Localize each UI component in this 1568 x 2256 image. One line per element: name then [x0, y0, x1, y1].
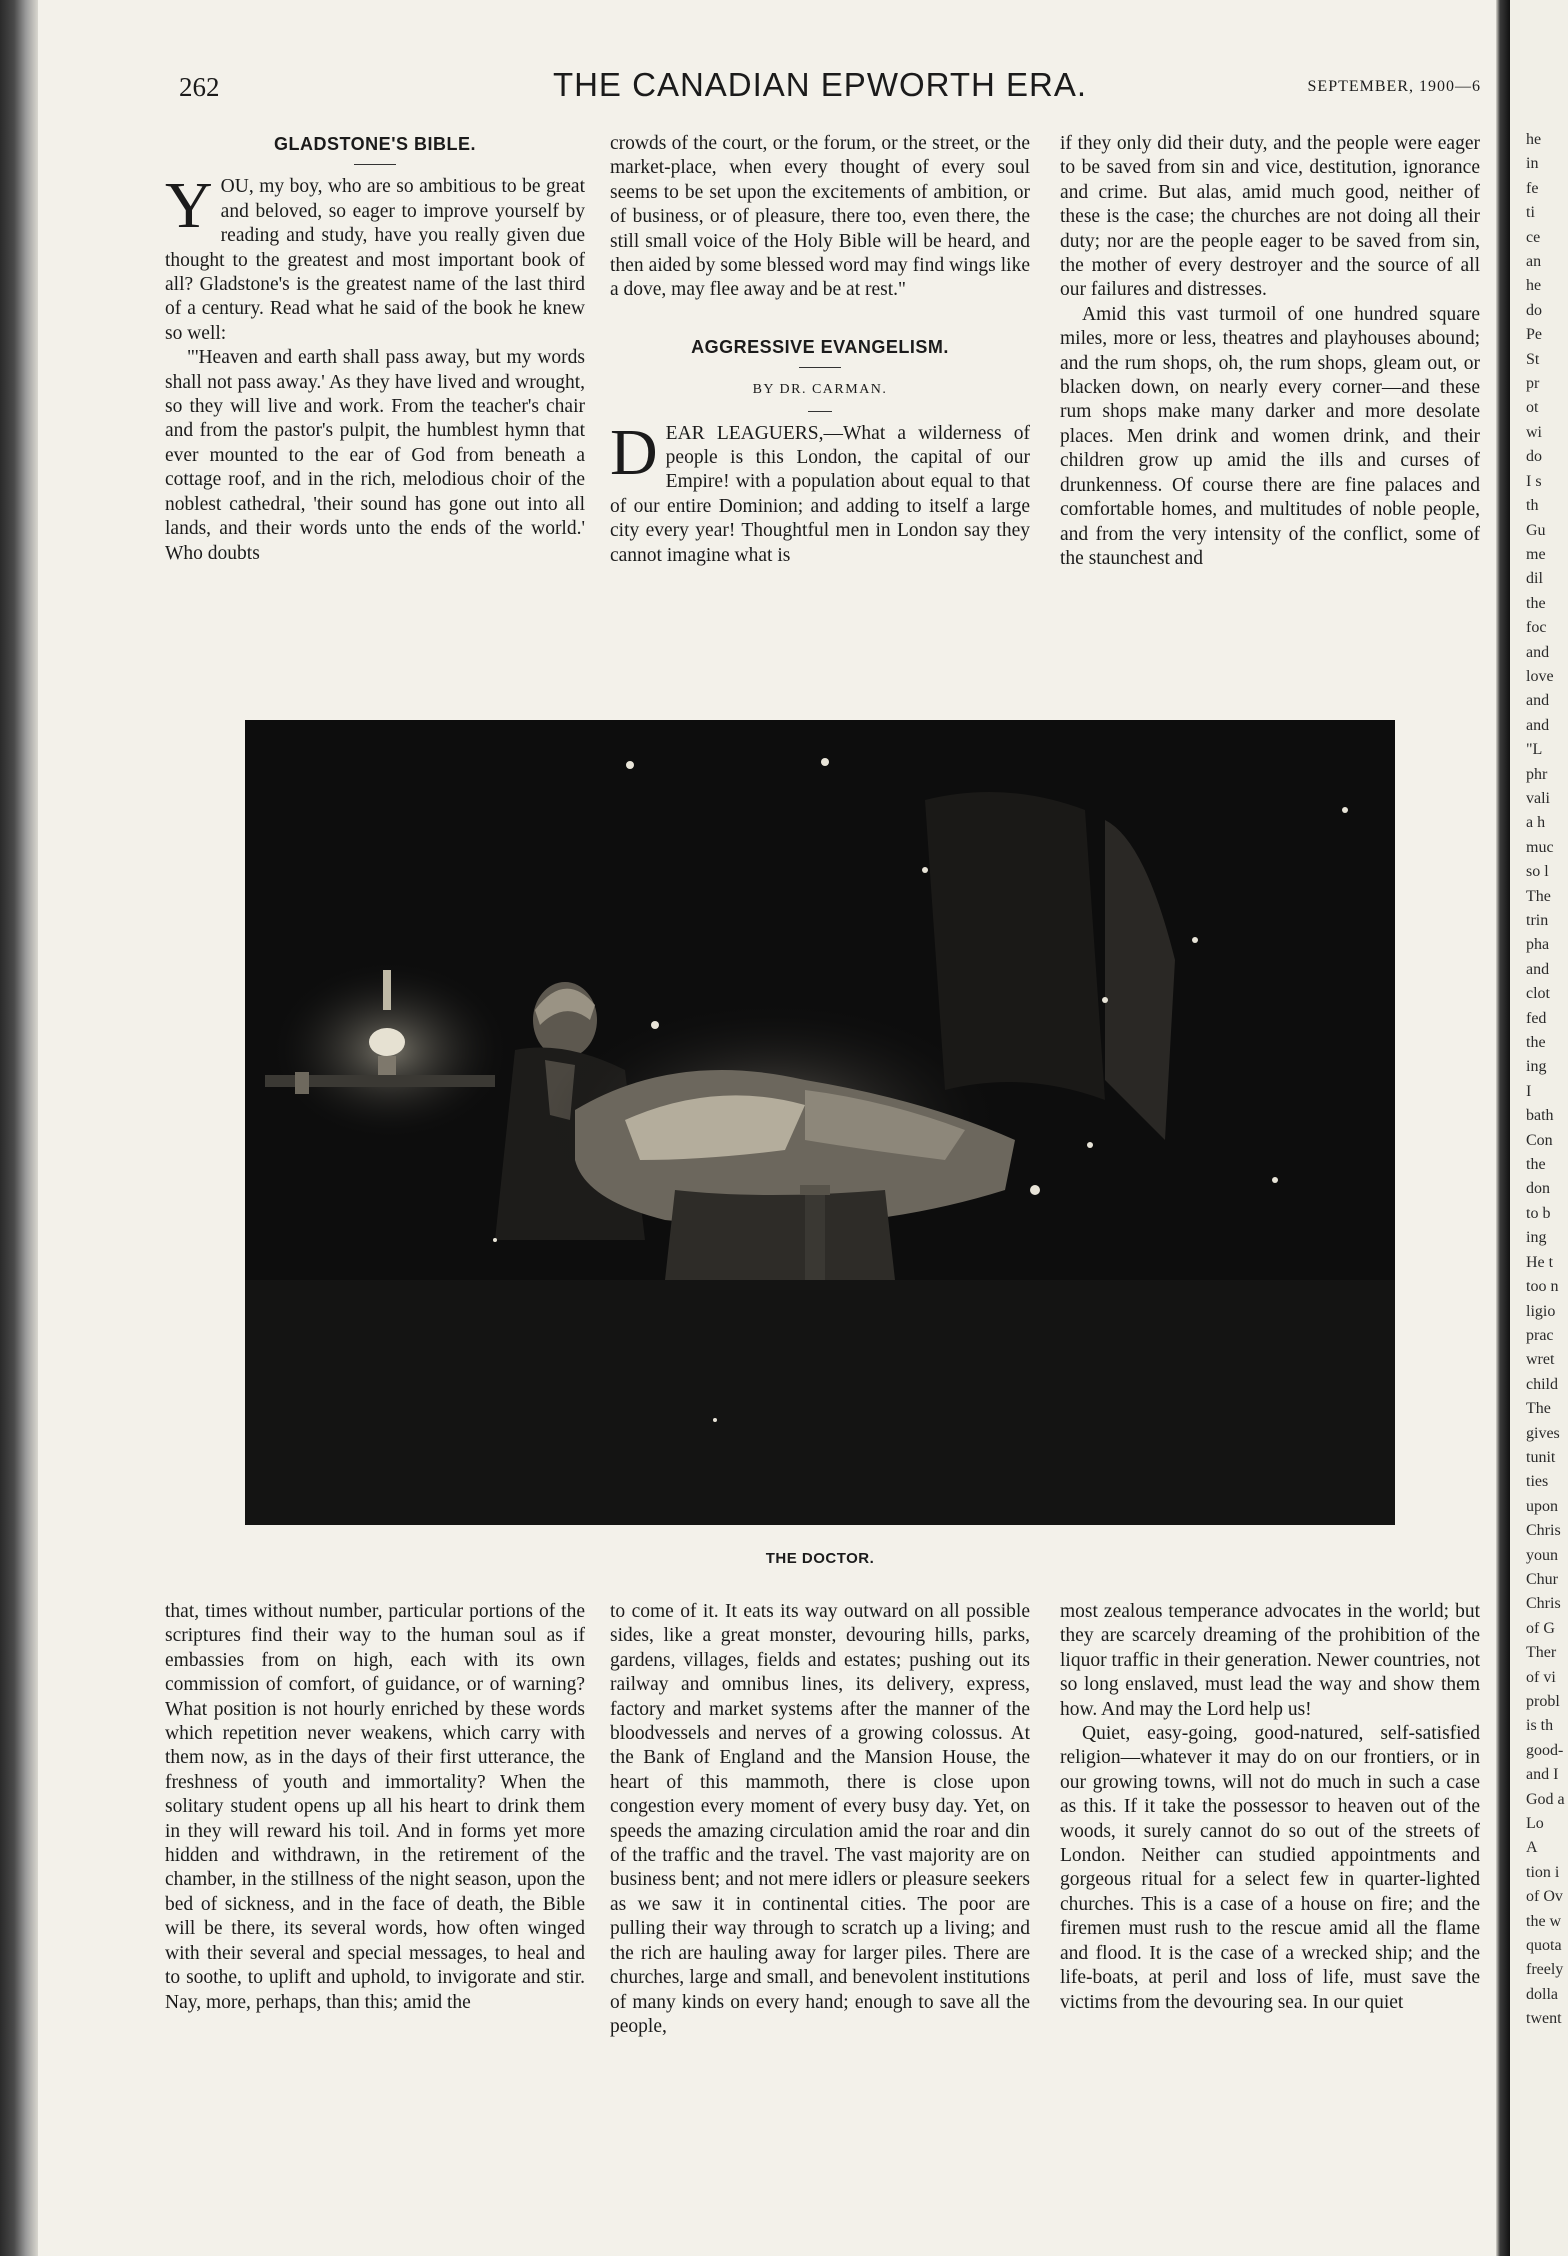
journal-title: THE CANADIAN EPWORTH ERA. [552, 66, 1088, 103]
next-page-fragment: the w [1526, 1912, 1562, 1930]
next-page-fragment: wi [1526, 423, 1542, 441]
doctor-illustration [245, 720, 1395, 1525]
drop-cap: D [610, 415, 658, 489]
next-page-fragment: phr [1526, 765, 1548, 783]
column-1-lower [165, 1600, 585, 2015]
next-page-fragment: of G [1526, 1619, 1555, 1637]
journal-page [155, 60, 1485, 2230]
evangelism-continuation-1: to come of it. It eats its way outward on all possible sides, like a great monster, devouring hills, parks, gardens, villages, fields and estates; pushing out its railway and omnibus lines, its delivery, express, factory and market systems after the manner of the bloodvessels and nerves of a growing colossus. At the Bank of England and the Mansion House, the heart of this mammoth, there is close upon congestion every moment of every busy day. Yet, on speeds the amazing circulation amid the roar and din of the traffic and the travel. The vast majority are on business bent; and not mere idlers or pleasure seekers as we saw it in continental cities. The poor are pulling their way through to scratch up a living; and the rich are hauling away for larger piles. There are churches, large and small, and benevolent institutions of many kinds on every hand; enough to save all the people, [610, 1601, 1030, 2037]
table-bottle [295, 1072, 309, 1094]
next-page-fragment: of Ov [1526, 1888, 1563, 1906]
next-page-fragment: fed [1526, 1009, 1547, 1027]
next-page-fragment: the [1526, 1156, 1546, 1174]
next-page-fragment: and [1526, 643, 1550, 661]
next-page-fragment: Pe [1526, 326, 1542, 344]
doctor-illustration-art [245, 720, 1395, 1525]
next-page-fragment: Chris [1526, 1595, 1561, 1613]
next-page-edge [1510, 0, 1568, 2256]
column-2-lower [610, 1600, 1030, 2039]
next-page-fragment: ties [1526, 1473, 1549, 1491]
next-page-fragment: too n [1526, 1278, 1559, 1296]
next-page-fragment: he [1526, 131, 1542, 148]
next-page-fragment: ing [1526, 1058, 1547, 1076]
next-page-fragment: upon [1526, 1497, 1558, 1515]
evangelism-paragraph-3: Amid this vast turmoil of one hundred square miles, more or less, theatres and playhouses abound; and the rum shops, oh, the rum shops, gleam out, or blacken down, on nearly every corner—and these rum shops make many darker and more desolate places. Men drink and women drink, and their children grow up amid the ills and curses of drunkenness. Of course there are fine palaces and comfortable homes, and multitudes of noble people, and from the very intensity of the conflict, some of the staunchest and [1060, 303, 1480, 569]
evangelism-paragraph-1-text: EAR LEAGUERS,—What a wilderness of people is this London, the capital of our Empire! with a population about equal to that of our entire Dominion; and adding to itself a large city every year! Thoughtful men in London say they cannot imagine what is [610, 422, 1030, 566]
evangelism-continuation-2: most zealous temperance advocates in the world; but they are scarcely dreaming of the prohibition of the liquor traffic in their generation. Newer countries, not so long enslaved, must lead the way and show them how. And may the Lord help us! [1060, 1601, 1480, 1720]
next-page-fragment: dolla [1526, 1985, 1558, 2003]
next-page-fragment: Gu [1526, 521, 1546, 539]
next-page-fragment: quota [1526, 1937, 1562, 1955]
next-page-fragment: youn [1526, 1546, 1558, 1564]
next-page-fragment: God a [1526, 1790, 1565, 1808]
next-page-fragment: He t [1526, 1253, 1554, 1271]
next-page-fragment: I [1526, 1082, 1532, 1100]
column-3-upper [1060, 132, 1480, 571]
byline-rule [808, 411, 832, 412]
next-page-fragment: St [1526, 350, 1540, 368]
next-page-fragment: do [1526, 301, 1542, 319]
evangelism-continuation-3: Quiet, easy-going, good-natured, self-satisfied religion—whatever it may do on our frontiers, or in our growing towns, will not do much in such a case as this. If it take the possessor to heaven out of the woods, it surely cannot do so out of the streets of London. Neither can studied appointments and gorgeous ritual for a select few in quarter-lighted churches. This is a case of a house on fire; and the firemen must rush to the rescue amid all the flame and flood. It is the case of a wrecked ship; and the life-boats, at peril and loss of life, must save the victims from the devouring sea. In our quiet [1060, 1723, 1480, 2013]
next-page-fragment: good- [1526, 1741, 1564, 1759]
evangelism-paragraph-2: if they only did their duty, and the people were eager to be saved from sin and vice, destitution, ignorance and crime. But alas, amid much good, neither of these is the case; the churches are not doing all their duty; nor are the people eager to be saved from sin, the mother of every destroyer and the source of all our failures and distresses. [1060, 133, 1480, 301]
next-page-fragment: ce [1526, 228, 1541, 246]
next-page-fragment: so l [1526, 863, 1549, 881]
next-page-fragment: Chris [1526, 1522, 1561, 1540]
next-page-fragment: clot [1526, 985, 1550, 1003]
book-binding-left [0, 0, 38, 2256]
next-page-fragment: fe [1526, 179, 1539, 197]
next-page-fragment: Con [1526, 1131, 1553, 1149]
issue-date: SEPTEMBER, 1900—6 [1307, 78, 1481, 95]
heading-rule [354, 164, 396, 165]
next-page-fragment: freely [1526, 1961, 1564, 1979]
page-number: 262 [179, 72, 220, 102]
next-page-fragment: "L [1526, 741, 1543, 759]
heading-rule [799, 367, 841, 368]
next-page-fragment: trin [1526, 912, 1549, 929]
next-page-fragment: The [1526, 887, 1551, 905]
next-page-fragment: ing [1526, 1229, 1547, 1247]
article-heading-evangelism: AGGRESSIVE EVANGELISM. [691, 336, 949, 357]
next-page-fragment: love [1526, 667, 1554, 685]
next-page-fragment: in [1526, 155, 1539, 173]
next-page-fragment: pha [1526, 936, 1550, 954]
next-page-fragment: ligio [1526, 1302, 1556, 1320]
next-page-fragment: ot [1526, 399, 1539, 417]
drop-cap: Y [165, 169, 213, 243]
column-1-upper [165, 132, 585, 566]
book-gutter-right [1496, 0, 1510, 2256]
next-page-fragment: do [1526, 448, 1542, 466]
next-page-fragment: bath [1526, 1107, 1554, 1125]
column-spacer [610, 303, 1030, 335]
next-page-fragment: muc [1526, 838, 1554, 856]
next-page-fragment: gives [1526, 1424, 1560, 1442]
evangelism-paragraph-1 [610, 415, 1030, 568]
next-page-fragment: twent [1526, 2010, 1562, 2028]
next-page-fragment: tion i [1526, 1863, 1560, 1881]
next-page-fragment: is th [1526, 1717, 1554, 1735]
next-page-fragment: Ther [1526, 1644, 1557, 1662]
column-3-lower [1060, 1600, 1480, 2015]
next-page-fragment: pr [1526, 375, 1540, 393]
next-page-fragment: me [1526, 545, 1546, 563]
next-page-fragment: an [1526, 253, 1542, 271]
column-2-upper [610, 132, 1030, 568]
gladstone-paragraph-3: crowds of the court, or the forum, or the street, or the market-place, when every thought of every soul seems to be set upon the excitements of ambition, or of business, or of pleasure, there too, even there, the still small voice of the Holy Bible will be heard, and then aided by some blessed word may find wings like a dove, may flee away and be at rest." [610, 133, 1030, 301]
next-page-fragment: child [1526, 1375, 1558, 1393]
next-page-fragment: Lo [1526, 1815, 1544, 1833]
next-page-fragment: prac [1526, 1326, 1554, 1344]
next-page-fragment: vali [1526, 789, 1550, 807]
next-page-fragment: I s [1526, 472, 1542, 490]
next-page-fragment: foc [1526, 619, 1547, 637]
next-page-fragment: don [1526, 1180, 1550, 1198]
next-page-fragment: dil [1526, 570, 1543, 588]
next-page-fragment: and [1526, 692, 1550, 710]
next-page-fragment: The [1526, 1400, 1551, 1418]
next-page-fragment: and [1526, 960, 1550, 978]
next-page-fragment: and I [1526, 1766, 1559, 1784]
article-heading-gladstone: GLADSTONE'S BIBLE. [274, 134, 476, 154]
next-page-fragment: a h [1526, 814, 1546, 832]
gladstone-paragraph-2: "'Heaven and earth shall pass away, but my words shall not pass away.' As they have lived and wrought, so they will live and work. From the teacher's chair and from the pastor's pulpit, the humblest hymn that ever mounted to the ear of God from beneath a cottage roof, and in the rich, melodious choir of the noblest cathedral, 'their sound has gone out into all lands, and their words unto the ends of the world.' Who doubts [165, 347, 585, 564]
floor-shadow [245, 1280, 1395, 1525]
next-page-fragment: tunit [1526, 1448, 1556, 1466]
next-page-fragment: of vi [1526, 1668, 1556, 1686]
next-page-fragment: and [1526, 716, 1550, 734]
gladstone-continuation: that, times without number, particular portions of the scriptures find their way to the human soul as if embassies from on high, each with its own commission of comfort, of guidance, or of warning? What position is not hourly enriched by these words which repetition never weakens, which carry with them now, as in the days of their first utterance, the freshness of youth and immortality? When the solitary student opens up all his heart to drink them in they will reward his toil. And in forms yet more hidden and withdrawn, in the retirement of the chamber, in the stillness of the night season, upon the bed of sickness, and in the face of death, the Bible will be there, its several words, how often winged with their several and special messages, to heal and to soothe, to uplift and uphold, to invigorate and stir. Nay, more, perhaps, than this; amid the [165, 1601, 585, 2013]
next-page-fragment: A [1526, 1839, 1538, 1857]
next-page-fragment: ti [1526, 204, 1535, 222]
next-page-fragment: wret [1526, 1351, 1555, 1369]
next-page-fragment: the [1526, 594, 1546, 612]
next-page-fragment: the [1526, 1034, 1546, 1052]
gladstone-paragraph-1-text: OU, my boy, who are so ambitious to be great and beloved, so eager to improve yourself by reading and study, have you really given due thought to the greatest and most important book of all? Gladstone's is the greatest name of the last third of a century. Read what he said of the book he knew so well: [165, 176, 585, 344]
next-page-fragment: he [1526, 277, 1542, 295]
next-page-fragment: to b [1526, 1204, 1551, 1222]
next-page-fragment: probl [1526, 1693, 1560, 1710]
figure-caption: THE DOCTOR. [765, 1550, 875, 1567]
next-page-fragment: th [1526, 497, 1539, 515]
byline: BY DR. CARMAN. [752, 382, 888, 398]
running-head [155, 66, 1485, 110]
gladstone-paragraph-1 [165, 169, 585, 346]
next-page-fragment: Chur [1526, 1570, 1558, 1588]
